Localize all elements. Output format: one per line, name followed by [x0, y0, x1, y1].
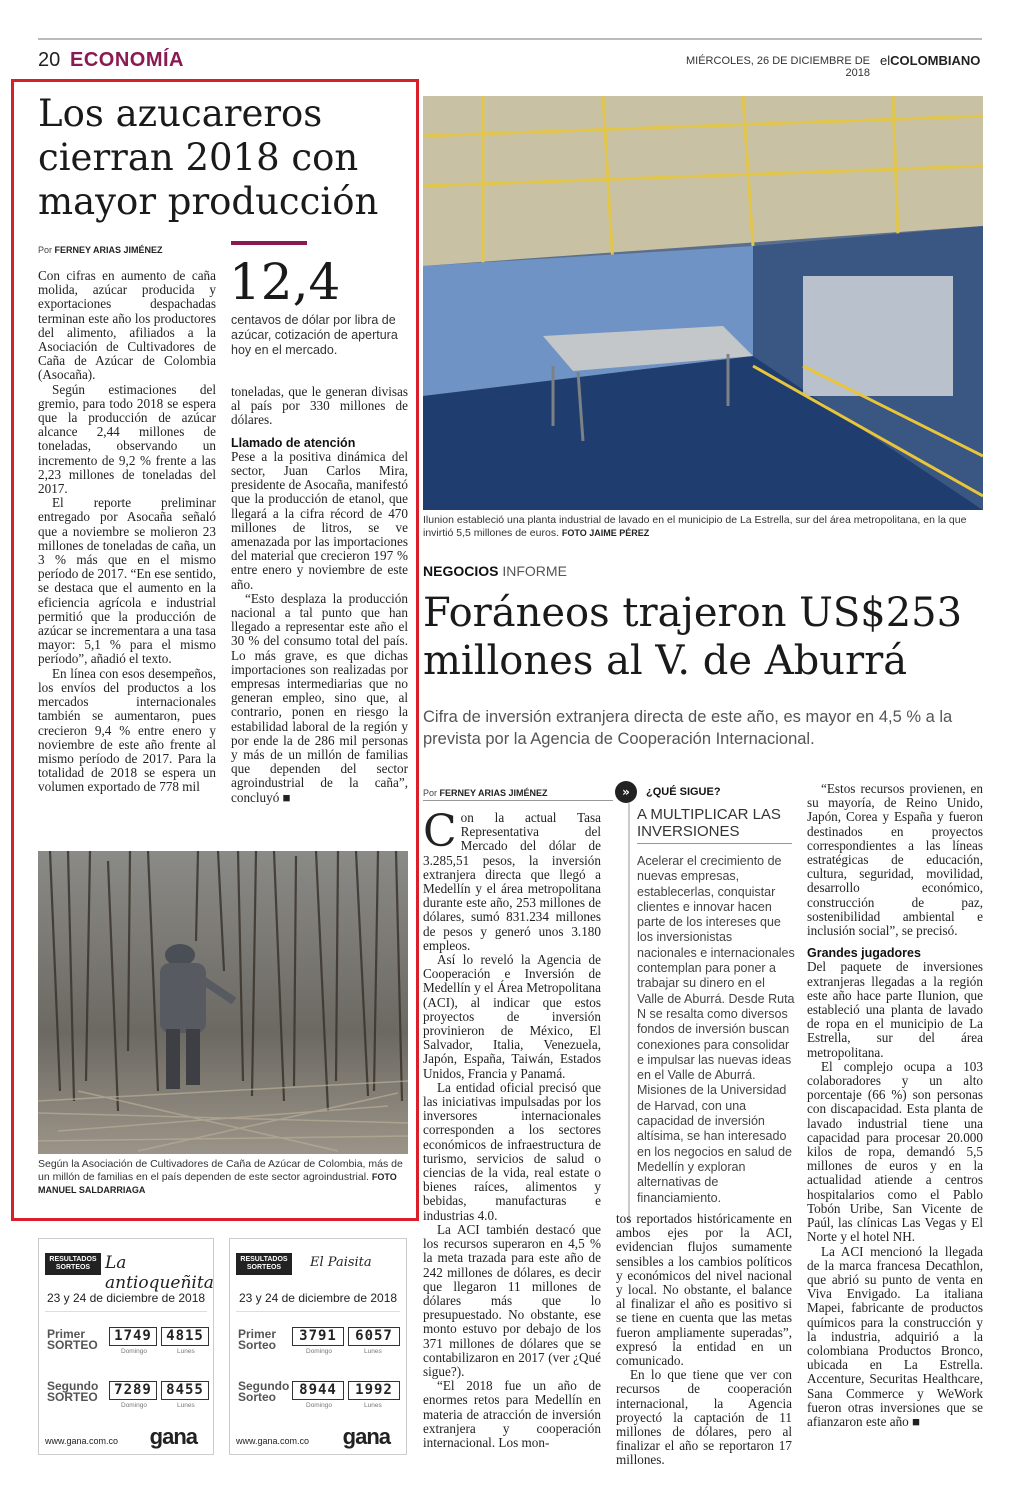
article2-byline	[423, 788, 548, 798]
que-sigue-body: Acelerar el crecimiento de nuevas empresas, establecerlas, conquistar clientes e innovar hacen parte de los intereses que los inversionistas nacionales e internacionales contemplan para poner a trabajar su dinero en el Valle de Aburrá. Desde Ruta N se resalta como diversos fondos de inversión buscan conexiones para consolidar e impulsar las nuevas ideas en el Valle de Aburrá. Misiones de la Universidad de Harvad, con una capacidad de inversión altísima, se han interesado en los negocios en salud de Medellín y exploran alternativas de financiamiento.	[637, 854, 795, 1205]
paragraph: Con cifras en aumento de caña molida, azúcar producida y exportaciones despachadas terminan este año los productores del alimento, afiliados a la Asociación de Cultivadores de Caña de Azúcar de Colombia (Asocaña).	[38, 268, 216, 383]
que-sigue-rule	[637, 843, 792, 844]
highlight-accent-bar	[231, 241, 307, 245]
byline-author: FERNEY ARIAS JIMÉNEZ	[54, 245, 163, 255]
highlight-number: 12,4	[229, 253, 341, 311]
article2-deck: Cifra de inversión extranjera directa de este año, es mayor en 4,5 % a la prevista por la Agencia de Cooperación Internacional.	[423, 708, 953, 748]
byline-author: FERNEY ARIAS JIMÉNEZ	[439, 788, 548, 798]
lottery-url[interactable]: www.gana.com.co	[236, 1436, 310, 1446]
paragraph: Según estimaciones del gremio, para todo 2018 se espera que la producción de azúcar alcance 2,44 millones de toneladas, observando un incremento de 9,2 % frente a las 2,23 millones de toneladas del 2017.	[38, 381, 216, 497]
paragraph: El reporte preliminar entregado por Asocaña señaló que a noviembre se molieron 23 millones de toneladas de caña, un 3 % más que en el mismo período de 2017. “En ese sentido, se destaca que el aumento en la eficiencia agrícola e industrial permitió que la producción de azúcar se incrementara a una tasa mayor: 5,1 % para el mismo período”, añadió el texto.	[38, 495, 216, 667]
lottery-logo: La antioqueñita	[105, 1253, 214, 1293]
double-chevron-icon: »	[615, 781, 637, 803]
paragraph: “Estos recursos provienen, en su mayoría, de Reino Unido, Japón, Corea y España y fueron destinados en proyectos correspondientes a las líneas estratégicas de educación, cultura, seguridad, movilidad, desarrollo económico, construcción de paz, sostenibilidad ambiental e inclusión social”, se precisó.	[807, 781, 983, 939]
credit-prefix: FOTO	[561, 528, 587, 538]
paragraph: La ACI mencionó la llegada de la marca francesa Decathlon, que abrió su punto de venta en Viva Envigado. La italiana Mapei, fabricante de productos químicos para la construcción y la industria, adquirió a la colombiana Productos Bronco, ubicada en La Estrella. Accenture, Securitas Healthcare, Sana Commerce y WeWork fueron otras inversiones que se afianzaron este año ■	[807, 1243, 983, 1429]
paragraph: Pese a la positiva dinámica del sector, Juan Carlos Mira, presidente de Asocaña, manifestó que la producción de etanol, que llegará a la cifra récord de 470 millones de litros, se ve amenazada por las importaciones del material que crecieron 197 % entre enero y noviembre de este año.	[231, 448, 408, 592]
draw1-label: Primer SORTEO	[47, 1327, 98, 1352]
draw2-number-a: 7289	[109, 1381, 157, 1400]
article1-column-2	[231, 385, 408, 805]
article2-column-3	[807, 782, 983, 1429]
kicker-section: NEGOCIOS	[423, 563, 499, 579]
byline-prefix: Por	[38, 245, 53, 255]
draw2-number-b: 8455	[161, 1381, 209, 1400]
dropcap: C	[423, 806, 457, 857]
paragraph: toneladas, que le generan divisas al país por 330 millones de dólares.	[231, 384, 408, 428]
credit-name: MANUEL SALDARRIAGA	[38, 1185, 146, 1195]
day-label: Domingo	[121, 1348, 148, 1355]
draw2-number-a: 8944	[292, 1381, 344, 1400]
header-rule	[38, 38, 982, 40]
lottery-date: 23 y 24 de diciembre de 2018	[238, 1291, 398, 1305]
draw1-number-a: 1749	[109, 1327, 157, 1346]
lottery-date: 23 y 24 de diciembre de 2018	[46, 1291, 206, 1305]
paragraph: En lo que tiene que ver con recursos de cooperación internacional, la Agencia proyectó la captación de 11 millones de dólares, pero al finalizar el año se reportaron 17 millones.	[616, 1367, 792, 1468]
day-label: Lunes	[177, 1348, 195, 1355]
lottery-box-paisita[interactable]	[229, 1238, 407, 1455]
lottery-divider	[236, 1311, 400, 1312]
paragraph: En línea con esos desempeños, los envíos del productos a los mercados internacionales también se aumentaron, pues crecieron 9,4 % entre enero y noviembre de este año frente al mismo período de 2017. Para la totalidad de 2018 se espera un volumen exportado de 778 mil	[38, 665, 216, 795]
newspaper-logo[interactable]	[880, 53, 980, 68]
paragraph: “El 2018 fue un año de enormes retos para Medellín en materia de atracción de inversión extranjera y cooperación internacional. Los mon-	[423, 1378, 601, 1450]
draw2-label: Segundo Sorteo	[238, 1379, 290, 1404]
article1-byline	[38, 245, 163, 255]
brand-prefix: el	[880, 53, 891, 68]
day-label: Lunes	[364, 1402, 382, 1409]
paragraph: Del paquete de inversiones extranjeras llegadas a la región este año hace parte Ilunion, que estableció una planta de lavado de ropa en el municipio de La Estrella, sur del área metropolitana.	[807, 959, 983, 1060]
article2-kicker	[423, 563, 567, 579]
lottery-box-antioquenita[interactable]	[38, 1238, 214, 1455]
gana-logo: gana	[342, 1424, 390, 1449]
paragraph: La entidad oficial precisó que las iniciativas impulsadas por los inversores internacionales corresponden a los sectores económicos de infraestructura de turismo, servicios de salud o ciencias de la vida, real estate o bienes raíces, alimentos y bebidas, manufacturas e industrias 4.0.	[423, 1079, 601, 1223]
paragraph: tos reportados históricamente en ambos ejes por la ACI, evidencian flujos sumamente sensibles a los cambios políticos y económicos del nivel nacional y local. No obstante, el balance al finalizar el año es positivo si se tiene en cuenta que las metas fueron ampliamente superadas”, expresó la entidad en un comunicado.	[616, 1211, 792, 1369]
issue-date: MIÉRCOLES, 26 DE DICIEMBRE DE 2018	[686, 55, 870, 79]
lottery-url[interactable]: www.gana.com.co	[45, 1436, 119, 1446]
byline-prefix: Por	[423, 788, 438, 798]
photo-credit	[562, 528, 649, 538]
highlight-caption: centavos de dólar por libra de azúcar, cotización de apertura hoy en el mercado.	[231, 313, 398, 357]
article2-headline[interactable]: Foráneos trajeron US$253 millones al V. de Aburrá	[423, 590, 963, 684]
lottery-divider	[45, 1311, 207, 1312]
article1-column-1	[38, 269, 216, 795]
paragraph-text: on la actual Tasa Representativa del Mercado del dólar de 3.285,51 pesos, la inversión extranjera directa que llegó a Medellín y el área metropolitana durante este año, 253 millones de dólares, sumó 831.234 millones de pesos y generó unos 3.180 empleos.	[423, 810, 601, 953]
article1-headline[interactable]: Los azucareros cierran 2018 con mayor producción	[38, 92, 379, 223]
day-label: Domingo	[121, 1402, 148, 1409]
draw2-number-b: 1992	[348, 1381, 400, 1400]
draw1-number-b: 4815	[161, 1327, 209, 1346]
day-label: Domingo	[306, 1402, 333, 1409]
article2-column-2	[616, 1212, 792, 1468]
paragraph: El complejo ocupa a 103 colaboradores y un alto porcentaje (66 %) son personas con discapacidad. Esta planta de lavado industrial tiene una capacidad para procesar 20.000 kilos de ropa, demandó 5,5 millones de euros y en la actualidad atiende a centros hospitalarios como el Pablo Tobón Uribe, San Vicente de Paúl, las clínicas Las Vegas y El Norte y el hotel NH.	[807, 1058, 983, 1245]
draw1-number-a: 3791	[292, 1327, 344, 1346]
que-sigue-label: ¿QUÉ SIGUE?	[646, 786, 721, 798]
day-label: Domingo	[306, 1348, 333, 1355]
draw1-label: Primer Sorteo	[238, 1327, 277, 1352]
article1-subhead: Llamado de atención	[231, 435, 356, 450]
gana-logo: gana	[149, 1424, 197, 1449]
credit-name: JAIME PÉREZ	[589, 528, 650, 538]
credit-prefix: FOTO	[371, 1172, 397, 1182]
paragraph: “Esto desplaza la producción nacional a tal punto que han llegado a representar este año el 30 % del consumo total del país. Lo más grave, es que dichas importaciones son realizadas por empresas intermediarias que no generan empleo, sino que, al contrario, ponen en riesgo la estabilidad laboral de la región y por ende la de 286 mil personas y más de un millón de familias que dependen del sector agroindustrial de la caña”, concluyó ■	[231, 590, 408, 805]
day-label: Lunes	[364, 1348, 382, 1355]
laundry-photo-caption	[423, 514, 983, 540]
lottery-logo: El Paisita	[310, 1255, 372, 1270]
lottery-tag: RESULTADOS SORTEOS	[45, 1253, 101, 1275]
paragraph	[423, 806, 601, 953]
sugarcane-photo-caption	[38, 1158, 410, 1197]
draw2-label: Segundo SORTEO	[47, 1379, 99, 1404]
byline-rule	[423, 800, 613, 801]
laundry-plant-illustration	[423, 96, 983, 510]
brand-name: COLOMBIANO	[890, 53, 981, 68]
article2-column-1	[423, 806, 601, 1450]
caption-text: Según la Asociación de Cultivadores de Caña de Azúcar de Colombia, más de un millón de familias en el país dependen de este sector agroindustrial.	[38, 1158, 403, 1183]
caption-text: Ilunion estableció una planta industrial de lavado en el municipio de La Estrella, sur del área metropolitana, en la que invirtió 5,5 millones de euros.	[423, 514, 967, 539]
paragraph: La ACI también destacó que los recursos superaron en 4,5 % la meta trazada para este año de 242 millones de dólares, es decir que llegaron 11 millones de dólares más que lo presupuestado. No obstante, ese monto estuvo por debajo de los 371 millones de dólares que se contabilizaron en 2017 (ver ¿Qué sigue?).	[423, 1221, 601, 1379]
laundry-plant-photo[interactable]	[423, 96, 983, 510]
lottery-tag: RESULTADOS SORTEOS	[236, 1253, 292, 1275]
section-title[interactable]: ECONOMÍA	[70, 49, 184, 71]
paragraph: Así lo reveló la Agencia de Cooperación e Inversión de Medellín y el Área Metropolitana (ACI), al indicar que estos proyectos de inversión provinieron de México, El Salvador, Italia, Venezuela, Japón, España, Taiwán, Estados Unidos, Francia y Panamá.	[423, 952, 601, 1081]
page-number: 20	[38, 49, 61, 71]
sugarcane-photo[interactable]	[38, 851, 408, 1154]
que-sigue-title: A MULTIPLICAR LAS INVERSIONES	[637, 806, 781, 840]
kicker-sub: INFORME	[502, 563, 567, 579]
article2-subhead: Grandes jugadores	[807, 946, 921, 961]
draw1-number-b: 6057	[348, 1327, 400, 1346]
sugarcane-illustration	[38, 851, 408, 1154]
day-label: Lunes	[177, 1402, 195, 1409]
